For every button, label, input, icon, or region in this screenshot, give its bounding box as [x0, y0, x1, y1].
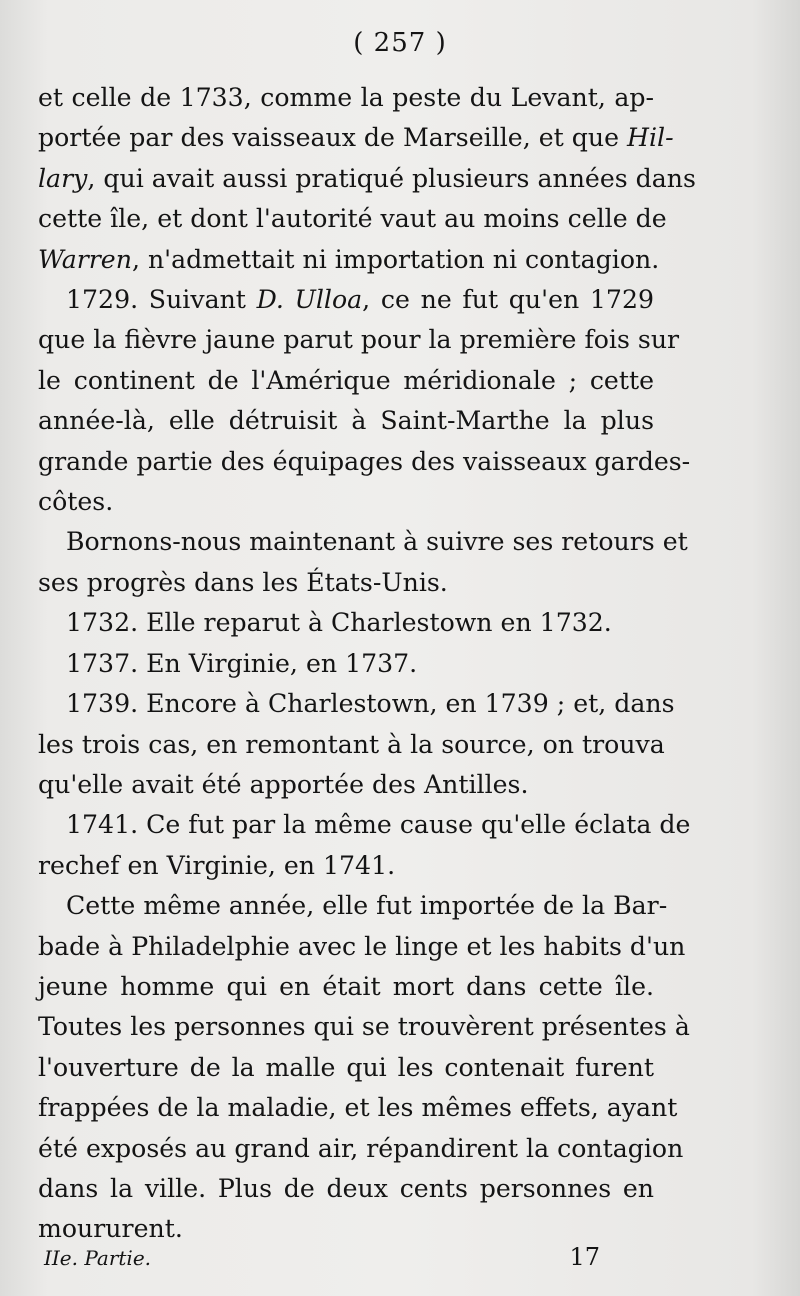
text-line: [38, 401, 654, 441]
italic-run: lary: [38, 163, 88, 193]
text-run: , n'admettait ni importation ni contagion.: [131, 244, 660, 274]
text-line: [38, 644, 654, 684]
text-line: [38, 1048, 654, 1088]
text-run: 1741. Ce fut par la même cause qu'elle éclata de: [66, 810, 691, 840]
text-run: qu'elle avait été apportée des Antilles.: [38, 769, 529, 799]
text-line: [38, 522, 688, 562]
text-line: [38, 1007, 690, 1047]
italic-run: Warren: [38, 244, 132, 274]
text-run: dans la ville. Plus de deux cents personnes en: [38, 1173, 654, 1203]
text-line: [38, 846, 654, 886]
text-run: 1732. Elle reparut à Charlestown en 1732.: [66, 608, 612, 638]
text-run: bade à Philadelphie avec le linge et les habits d'un: [38, 931, 686, 961]
text-run: côtes.: [38, 487, 114, 517]
text-run: frappées de la maladie, et les mêmes effets, ayant: [38, 1093, 678, 1123]
text-line: [38, 482, 654, 522]
text-line: [38, 159, 696, 199]
text-run: 1739. Encore à Charlestown, en 1739 ; et, dans: [66, 689, 675, 719]
text-line: [38, 765, 654, 805]
text-run: grande partie des équipages des vaisseaux gardes-: [38, 446, 691, 476]
text-run: l'ouverture de la malle qui les contenait furent: [38, 1052, 654, 1082]
text-line: [38, 199, 667, 239]
text-line: [38, 442, 691, 482]
italic-run: D. Ulloa: [256, 285, 363, 315]
page-number: ( 257 ): [353, 28, 447, 58]
text-line: [38, 927, 686, 967]
text-run: et celle de 1733, comme la peste du Levant, ap-: [38, 83, 654, 112]
text-run: , ce ne fut qu'en 1729: [362, 285, 654, 315]
body-text: [38, 78, 696, 1250]
text-run: rechef en Virginie, en 1741.: [38, 850, 396, 880]
text-line: [38, 967, 654, 1007]
italic-run: Hil-: [627, 123, 674, 153]
text-line: [38, 361, 654, 401]
text-run: portée par des vaisseaux de Marseille, et que: [38, 123, 628, 153]
text-line: [38, 280, 654, 320]
text-run: cette île, et dont l'autorité vaut au moins celle de: [38, 204, 667, 234]
text-run: année-là, elle détruisit à Saint-Marthe la plus: [38, 406, 654, 436]
text-line: [38, 320, 680, 360]
text-line: [38, 240, 660, 280]
text-run: Bornons-nous maintenant à suivre ses retours et: [66, 527, 688, 557]
text-run: ses progrès dans les États-Unis.: [38, 567, 448, 597]
signature-mark: IIe. Partie.: [44, 1246, 152, 1270]
text-run: 1729. Suivant: [66, 285, 257, 315]
text-line: [38, 118, 674, 158]
text-line: [38, 603, 654, 643]
text-run: que la fièvre jaune parut pour la première fois sur: [38, 325, 680, 355]
text-line: [38, 78, 654, 118]
text-line: [38, 805, 691, 845]
text-run: moururent.: [38, 1214, 183, 1244]
text-run: les trois cas, en remontant à la source, on trouva: [38, 729, 665, 759]
text-run: 1737. En Virginie, en 1737.: [66, 648, 418, 678]
page-footer: [44, 1243, 600, 1271]
text-run: le continent de l'Amérique méridionale ; cette: [38, 365, 654, 395]
text-line: [38, 1169, 654, 1209]
folio-number: 17: [569, 1243, 600, 1271]
text-line: [38, 725, 665, 765]
text-run: été exposés au grand air, répandirent la contagion: [38, 1133, 684, 1163]
text-run: jeune homme qui en était mort dans cette île.: [38, 971, 654, 1001]
text-line: [38, 1129, 684, 1169]
text-line: [38, 886, 668, 926]
text-line: [38, 684, 675, 724]
text-line: [38, 1088, 678, 1128]
text-run: Toutes les personnes qui se trouvèrent présentes à: [38, 1012, 690, 1042]
text-line: [38, 563, 654, 603]
text-run: Cette même année, elle fut importée de la Bar-: [66, 891, 668, 921]
text-run: , qui avait aussi pratiqué plusieurs années dans: [87, 163, 696, 193]
